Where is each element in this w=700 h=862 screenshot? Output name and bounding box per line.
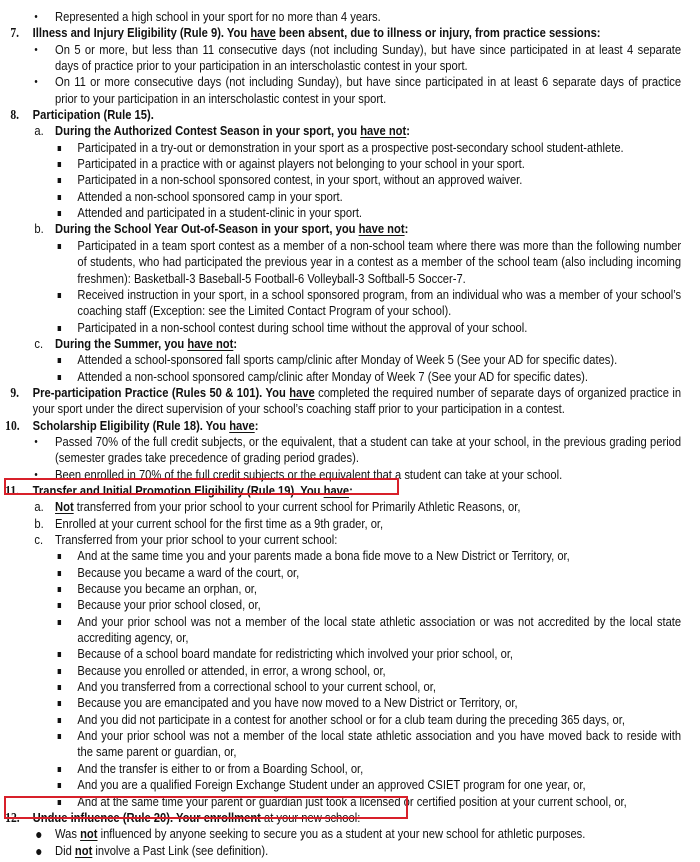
round-bullet-item: [0, 826, 700, 842]
section-7-heading: [0, 25, 700, 41]
bullet-icon: •: [34, 11, 38, 23]
section-number: 12.: [5, 809, 20, 825]
square-bullet-item: [0, 597, 700, 613]
bullet-text: Was: [55, 826, 81, 842]
square-bullet-icon: [58, 211, 61, 216]
square-bullet-icon: [58, 146, 61, 151]
bullet-text: And you are a qualified Foreign Exchange Student under an approved CSIET program for one year, or,: [77, 777, 586, 793]
section-number: 11.: [5, 482, 20, 498]
bullet-text: Attended a school-sponsored fall sports camp/clinic after Monday of Week 5 (See your AD for specific dates).: [77, 352, 618, 368]
bullet-text: influenced by anyone seeking to secure you as a student at your new school for athletic purposes.: [97, 826, 586, 842]
bullet-text: And your prior school was not a member of the local state athletic association and you have moved back to reside with the same parent or guardian, or,: [77, 728, 682, 760]
section-body: completed the required number of separate days of organized practice in your sport under the direct supervision of your school’s coaching staff prior to your participation in a contest.: [32, 384, 682, 417]
section-title-rest: been absent, due to illness or injury, from practice sessions:: [275, 25, 601, 41]
square-bullet-item: [0, 205, 700, 221]
emphasis: Not: [55, 499, 74, 515]
subsection-text: Transferred from your prior school to your current school:: [55, 532, 338, 547]
square-bullet-icon: [58, 685, 61, 690]
square-bullet-item: [0, 320, 700, 336]
square-bullet-icon: [58, 162, 61, 167]
subsection-label: b.: [34, 515, 44, 531]
colon: :: [404, 221, 409, 237]
bullet-text: Attended and participated in a student-clinic in your sport.: [77, 205, 363, 221]
bullet-item: [0, 74, 700, 107]
bullet-text: Participated in a try-out or demonstration in your sport as a prospective post-secondary school student-athlete.: [77, 139, 624, 155]
square-bullet-icon: [58, 375, 61, 380]
section-10-heading: [0, 418, 700, 434]
subsection-title: During the Authorized Contest Season in your sport, you: [55, 123, 361, 139]
square-bullet-icon: [58, 358, 61, 363]
bullet-text: Because you became an orphan, or,: [77, 581, 258, 597]
square-bullet-item: [0, 140, 700, 156]
square-bullet-item: [0, 238, 700, 287]
square-bullet-item: [0, 663, 700, 679]
subsection-label: c.: [34, 532, 44, 547]
square-bullet-icon: [58, 244, 61, 249]
subsection-8b-heading: [0, 221, 700, 237]
bullet-text: Participated in a practice with or against players not belonging to your school in your sport.: [77, 156, 525, 172]
square-bullet-icon: [58, 603, 61, 608]
square-bullet-icon: [58, 571, 61, 576]
subsection-8c-heading: [0, 336, 700, 352]
section-number: 9.: [10, 384, 20, 400]
square-bullet-item: [0, 189, 700, 205]
bullet-text: Because you became a ward of the court, or,: [77, 564, 300, 580]
square-bullet-item: [0, 712, 700, 728]
colon: :: [254, 417, 259, 433]
document-page: [0, 9, 700, 859]
highlight-box-section-12: [4, 796, 408, 819]
bullet-icon: •: [34, 468, 38, 481]
section-title: Pre-participation Practice (Rules 50 & 101). You: [32, 384, 290, 400]
bullet-text: Attended a non-school sponsored camp/clinic after Monday of Week 7 (See your AD for specific dates).: [77, 368, 589, 384]
colon: :: [233, 335, 238, 351]
emphasis: have not: [187, 335, 234, 351]
square-bullet-item: [0, 352, 700, 368]
bullet-text: On 5 or more, but less than 11 consecutive days (not including Sunday), but have since participated in at least 4 separate days of practice prior to your participation in an interscholastic contest in your sport.: [55, 41, 682, 74]
colon: :: [406, 123, 410, 139]
subsection-11a: [0, 499, 700, 515]
section-title: Undue influence (Rule 20). Your enrollment: [32, 809, 261, 825]
bullet-item: [0, 9, 700, 25]
section-title-rest: at your new school:: [260, 809, 361, 825]
square-bullet-item: [0, 369, 700, 385]
section-9: [0, 385, 700, 418]
emphasis: have: [250, 25, 276, 41]
emphasis: have: [229, 417, 255, 433]
section-title: Scholarship Eligibility (Rule 18). You: [32, 417, 230, 433]
bullet-icon: •: [34, 435, 38, 448]
bullet-text: Because you are emancipated and you have now moved to a New District or Territory, or,: [77, 695, 518, 711]
section-title: Participation (Rule 15).: [32, 107, 154, 123]
subsection-text: transferred from your prior school to your current school for Primarily Athletic Reasons, or,: [73, 499, 521, 515]
bullet-text: Received instruction in your sport, in a school sponsored program, from an individual who was a member of your school’s coaching staff (Exception: see the Limited Contact Program of your school).: [77, 286, 682, 319]
square-bullet-icon: [58, 178, 61, 183]
square-bullet-item: [0, 728, 700, 761]
square-bullet-item: [0, 614, 700, 647]
bullet-text: And you transferred from a correctional school to your current school, or,: [77, 679, 436, 695]
square-bullet-icon: [58, 652, 61, 657]
emphasis: not: [80, 826, 98, 842]
bullet-text: And your prior school was not a member of the local state athletic association or was not accredited by the local state accrediting agency, or,: [77, 613, 682, 646]
subsection-11c: [0, 532, 700, 548]
subsection-title: During the Summer, you: [55, 335, 188, 351]
subsection-label: c.: [34, 335, 44, 351]
square-bullet-item: [0, 548, 700, 564]
square-bullet-item: [0, 581, 700, 597]
round-bullet-item: [0, 843, 700, 859]
bullet-text: And at the same time you and your parents made a bona fide move to a New District or Territory, or,: [77, 548, 570, 564]
subsection-label: b.: [34, 221, 44, 237]
subsection-title: During the School Year Out-of-Season in your sport, you: [55, 221, 359, 237]
bullet-text: Attended a non-school sponsored camp in your sport.: [77, 188, 343, 204]
square-bullet-icon: [58, 734, 61, 739]
section-number: 7.: [10, 25, 20, 41]
bullet-icon: •: [34, 43, 38, 56]
round-bullet-icon: ●: [35, 842, 43, 859]
subsection-text: Enrolled at your current school for the first time as a 9th grader, or,: [55, 515, 384, 531]
square-bullet-item: [0, 287, 700, 320]
square-bullet-item: [0, 172, 700, 188]
square-bullet-icon: [58, 767, 61, 772]
square-bullet-item: [0, 679, 700, 695]
subsection-label: a.: [34, 499, 44, 515]
square-bullet-icon: [58, 701, 61, 706]
emphasis: have not: [360, 123, 407, 139]
subsection-11b: [0, 516, 700, 532]
square-bullet-item: [0, 777, 700, 793]
emphasis: have: [323, 482, 350, 498]
bullet-text: And you did not participate in a contest for another school or for a club team during the preceding 365 days, or,: [77, 711, 625, 727]
subsection-label: a.: [34, 123, 44, 139]
bullet-text: Because your prior school closed, or,: [77, 597, 261, 613]
square-bullet-item: [0, 156, 700, 172]
bullet-text: Did: [55, 842, 75, 858]
emphasis: have: [289, 384, 315, 400]
bullet-text: Because of a school board mandate for redistricting which involved your prior school, or,: [77, 646, 514, 662]
section-number: 10.: [5, 417, 20, 433]
square-bullet-icon: [58, 587, 61, 592]
square-bullet-item: [0, 565, 700, 581]
bullet-text: On 11 or more consecutive days (not including Sunday), but have since participated in at least 6 separate days of practice prior to your participation in an interscholastic contest in your sport.: [55, 74, 682, 106]
bullet-text: And at the same time your parent or guardian just took a licensed or certified position at your current school, or,: [77, 793, 627, 809]
square-bullet-item: [0, 695, 700, 711]
bullet-text: involve a Past Link (see definition).: [92, 842, 269, 858]
square-bullet-icon: [58, 326, 61, 331]
section-8-heading: [0, 107, 700, 123]
bullet-text: Because you enrolled or attended, in error, a wrong school, or,: [77, 662, 386, 678]
section-number: 8.: [10, 107, 20, 123]
bullet-text: Participated in a non-school contest during school time without the approval of your school.: [77, 319, 528, 335]
subsection-8a-heading: [0, 123, 700, 139]
round-bullet-icon: ●: [35, 826, 43, 843]
bullet-text: Passed 70% of the full credit subjects, or the equivalent, that a student can take at your school, in the previous grading period (semester grades take precedence of grading period grades).: [55, 433, 682, 466]
square-bullet-icon: [58, 620, 61, 625]
square-bullet-icon: [58, 669, 61, 674]
square-bullet-item: [0, 761, 700, 777]
bullet-text: Participated in a non-school sponsored contest, in your sport, without an approved waiver.: [77, 172, 523, 188]
square-bullet-item: [0, 646, 700, 662]
section-title: Illness and Injury Eligibility (Rule 9). You: [32, 25, 251, 41]
emphasis: not: [74, 842, 93, 858]
square-bullet-icon: [58, 195, 61, 200]
bullet-text: Participated in a team sport contest as a member of a non-school team where there was more than the following number of students, who had participated the previous year in a contest as a member of the school team (also including incoming freshmen): Basketball-3 Baseball-5 Football-6 Volleyball-3 Softball-5 Soccer-7.: [77, 237, 682, 286]
square-bullet-icon: [58, 718, 61, 723]
bullet-text: Been enrolled in 70% of the full credit subjects or the equivalent that a student can take at your school.: [55, 466, 563, 482]
section-title: Transfer and Initial Promotion Eligibility (Rule 19). You: [32, 482, 324, 498]
bullet-item: [0, 42, 700, 75]
highlight-box-section-11: [4, 478, 399, 495]
square-bullet-icon: [58, 554, 61, 559]
emphasis: have not: [358, 221, 405, 237]
bullet-item: [0, 434, 700, 467]
bullet-text: And the transfer is either to or from a Boarding School, or,: [77, 760, 364, 776]
square-bullet-icon: [58, 293, 61, 298]
colon: :: [349, 482, 353, 498]
bullet-icon: •: [34, 76, 38, 89]
bullet-text: Represented a high school in your sport for no more than 4 years.: [55, 9, 381, 24]
square-bullet-icon: [58, 783, 61, 788]
